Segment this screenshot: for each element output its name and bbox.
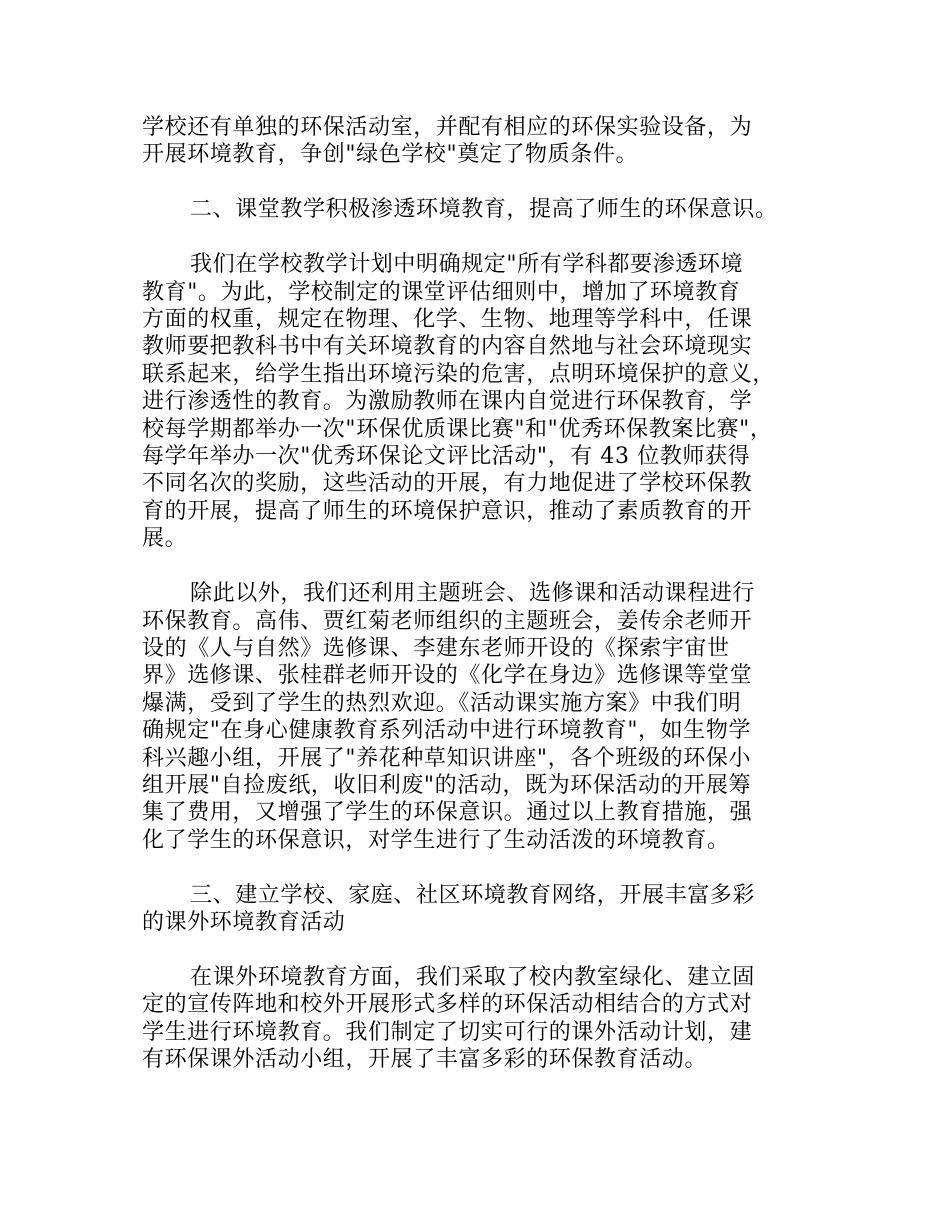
text-line: 科兴趣小组，开展了"养花种草知识讲座"，各个班级的环保小 <box>142 745 752 771</box>
text-line: 组开展"自捡废纸，收旧利废"的活动，既为环保活动的开展筹 <box>142 773 752 799</box>
paragraph <box>142 580 822 854</box>
paragraph-gap <box>142 224 822 252</box>
text-line: 三、建立学校、家庭、社区环境教育网络，开展丰富多彩 <box>190 882 756 908</box>
text-line: 界》选修课、张桂群老师开设的《化学在身边》选修课等堂堂 <box>142 663 753 689</box>
text-line: 爆满，受到了学生的热烈欢迎。《活动课实施方案》中我们明 <box>142 690 742 716</box>
text-line: 每学年举办一次"优秀环保论文评比活动"，有 43 位教师获得 <box>142 444 751 470</box>
text-line: 二、课堂教学积极渗透环境教育，提高了师生的环保意识。 <box>190 197 778 223</box>
text-line: 开展环境教育，争创"绿色学校"奠定了物质条件。 <box>142 142 639 168</box>
text-line: 确规定"在身心健康教育系列活动中进行环境教育"，如生物学 <box>142 718 752 744</box>
section-heading <box>142 882 822 937</box>
text-line: 进行渗透性的教育。为激励教师在课内自觉进行环保教育，学 <box>142 389 753 415</box>
text-line: 联系起来，给学生指出环境污染的危害，点明环境保护的意义， <box>142 361 775 387</box>
text-line: 展。 <box>142 526 188 552</box>
paragraph-gap <box>142 169 822 197</box>
text-line: 不同名次的奖励，这些活动的开展，有力地促进了学校环保教 <box>142 471 753 497</box>
paragraph <box>142 964 822 1074</box>
text-line: 学生进行环境教育。我们制定了切实可行的课外活动计划，建 <box>142 1019 753 1045</box>
text-line: 除此以外，我们还利用主题班会、选修课和活动课程进行 <box>190 581 756 607</box>
text-line: 有环保课外活动小组，开展了丰富多彩的环保教育活动。 <box>142 1047 708 1073</box>
text-line: 校每学期都举办一次"环保优质课比赛"和"优秀环保教案比赛"， <box>142 416 773 442</box>
paragraph <box>142 114 822 169</box>
paragraph-gap <box>142 854 822 882</box>
section-heading <box>142 196 822 223</box>
text-line: 学校还有单独的环保活动室，并配有相应的环保实验设备，为 <box>142 115 753 140</box>
text-line: 育的开展，提高了师生的环境保护意识，推动了素质教育的开 <box>142 498 753 524</box>
document-page <box>142 114 822 1074</box>
text-line: 的课外环境教育活动 <box>142 910 346 936</box>
text-line: 定的宣传阵地和校外开展形式多样的环保活动相结合的方式对 <box>142 992 753 1018</box>
text-line: 在课外环境教育方面，我们采取了校内教室绿化、建立固 <box>190 965 756 991</box>
paragraph-gap <box>142 937 822 965</box>
text-line: 我们在学校教学计划中明确规定"所有学科都要渗透环境 <box>190 252 744 278</box>
text-line: 方面的权重，规定在物理、化学、生物、地理等学科中，任课 <box>142 307 753 333</box>
text-line: 教育"。为此，学校制定的课堂评估细则中，增加了环境教育 <box>142 279 741 305</box>
text-line: 集了费用，又增强了学生的环保意识。通过以上教育措施，强 <box>142 800 753 826</box>
paragraph-gap <box>142 553 822 581</box>
text-line: 环保教育。高伟、贾红菊老师组织的主题班会，姜传余老师开 <box>142 608 753 634</box>
text-line: 化了学生的环保意识，对学生进行了生动活泼的环境教育。 <box>142 827 730 853</box>
paragraph <box>142 251 822 552</box>
text-line: 教师要把教科书中有关环境教育的内容自然地与社会环境现实 <box>142 334 753 360</box>
text-line: 设的《人与自然》选修课、李建东老师开设的《探索宇宙世 <box>142 636 730 661</box>
